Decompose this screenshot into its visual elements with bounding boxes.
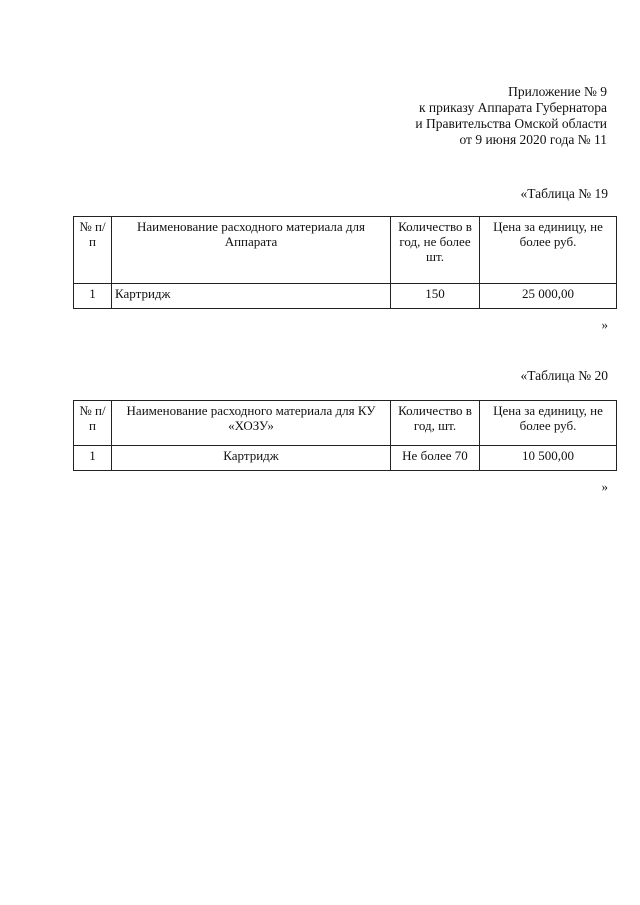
table-19-header-row [74, 217, 617, 284]
table-20-caption: «Таблица № 20 [520, 368, 608, 383]
table-19-caption: «Таблица № 19 [520, 186, 608, 201]
table-19-closing-quote: » [601, 317, 608, 332]
appendix-title: Приложение № 9 [508, 84, 607, 99]
table-19-cell-qty: 150 [391, 284, 480, 309]
appendix-authority-line: и Правительства Омской области [415, 116, 607, 131]
table-20-closing-quote: » [601, 479, 608, 494]
appendix-date-line: от 9 июня 2020 года № 11 [459, 132, 607, 147]
table-19-cell-name: Картридж [112, 284, 391, 309]
table-20-header-price: Цена за единицу, не более руб. [480, 401, 617, 446]
table-19-header-qty: Количество в год, не более шт. [391, 217, 480, 284]
table-20-header-num: № п/п [74, 401, 112, 446]
table-19-header-price: Цена за единицу, не более руб. [480, 217, 617, 284]
table-19-cell-num: 1 [74, 284, 112, 309]
table-19-cell-price: 25 000,00 [480, 284, 617, 309]
table-row [74, 446, 617, 471]
table-19-header-name: Наименование расходного материала для Аппарата [112, 217, 391, 284]
table-19 [73, 216, 617, 309]
table-20-cell-name: Картридж [112, 446, 391, 471]
table-20-header-row [74, 401, 617, 446]
table-20-cell-price: 10 500,00 [480, 446, 617, 471]
appendix-header [415, 84, 607, 148]
table-row [74, 284, 617, 309]
table-20-header-qty: Количество в год, шт. [391, 401, 480, 446]
appendix-order-line: к приказу Аппарата Губернатора [418, 100, 607, 115]
table-20-cell-qty: Не более 70 [391, 446, 480, 471]
table-20-cell-num: 1 [74, 446, 112, 471]
table-20-header-name: Наименование расходного материала для КУ «ХОЗУ» [112, 401, 391, 446]
table-19-header-num: № п/п [74, 217, 112, 284]
table-20 [73, 400, 617, 471]
